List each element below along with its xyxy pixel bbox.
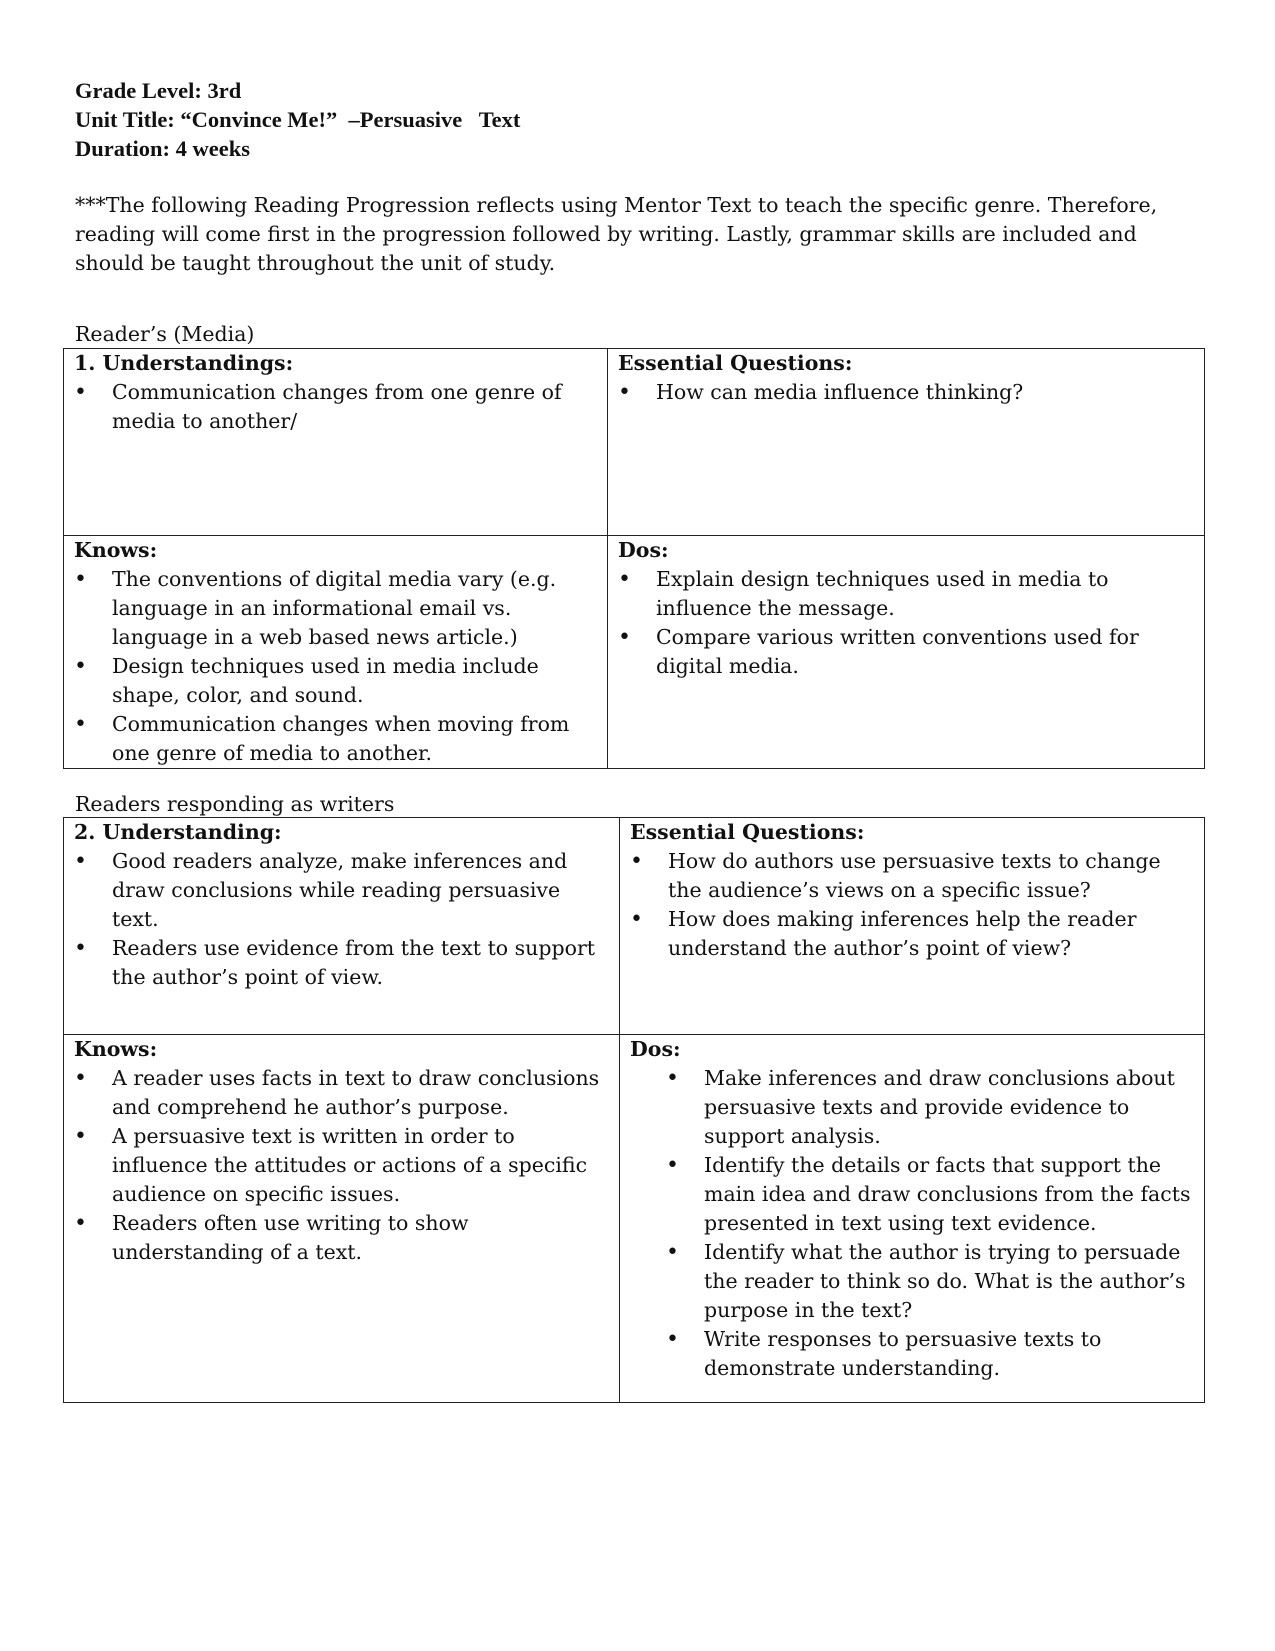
- section1-dos-cell: [608, 536, 1205, 769]
- bullet-item: • Good readers analyze, make inferences and draw conclusions while reading persuasive text.: [74, 847, 609, 934]
- grade-level: Grade Level: 3rd: [75, 78, 242, 103]
- section1-table: [63, 348, 1205, 769]
- bullet-item: • Readers often use writing to show understanding of a text.: [74, 1209, 609, 1267]
- bullet-item: • Identify the details or facts that support the main idea and draw conclusions from the facts presented in text using text evidence.: [630, 1151, 1194, 1238]
- section1-dos-title: Dos:: [618, 538, 669, 562]
- bullet-item: • The conventions of digital media vary (e.g. language in an informational email vs. language in a web based news article.): [74, 565, 597, 652]
- section2-knows-title: Knows:: [74, 1037, 158, 1061]
- section2-dos-cell: [620, 1035, 1205, 1403]
- section2-essential-list: [630, 847, 1194, 963]
- bullet-item: • A persuasive text is written in order to influence the attitudes or actions of a specific audience on specific issues.: [74, 1122, 609, 1209]
- section1-dos-list: [618, 565, 1194, 681]
- section2-understandings-cell: [64, 818, 620, 1035]
- bullet-item: • A reader uses facts in text to draw conclusions and comprehend he author’s purpose.: [74, 1064, 609, 1122]
- bullet-item: • Explain design techniques used in media to influence the message.: [618, 565, 1194, 623]
- section2-understandings-title: 2. Understanding:: [74, 820, 282, 844]
- section1-knows-cell: [64, 536, 608, 769]
- section2-dos-title: Dos:: [630, 1037, 681, 1061]
- section1-understandings-cell: [64, 349, 608, 536]
- bullet-item: • Write responses to persuasive texts to demonstrate understanding.: [630, 1325, 1194, 1383]
- bullet-item: • Identify what the author is trying to persuade the reader to think so do. What is the author’s purpose in the text?: [630, 1238, 1194, 1325]
- section1-knows-title: Knows:: [74, 538, 158, 562]
- unit-title: Unit Title: “Convince Me!” –Persuasive Text: [75, 107, 521, 132]
- section1-essential-cell: [608, 349, 1205, 536]
- bullet-item: • Communication changes from one genre of media to another/: [74, 378, 597, 436]
- section2-table: [63, 817, 1205, 1403]
- bullet-item: • How do authors use persuasive texts to change the audience’s views on a specific issue?: [630, 847, 1194, 905]
- section1-understandings-list: [74, 378, 597, 436]
- bullet-item: • Readers use evidence from the text to support the author’s point of view.: [74, 934, 609, 992]
- section2-dos-list: [630, 1064, 1194, 1383]
- section2-essential-title: Essential Questions:: [630, 820, 865, 844]
- duration: Duration: 4 weeks: [75, 136, 250, 161]
- section2-knows-cell: [64, 1035, 620, 1403]
- bullet-item: • How can media influence thinking?: [618, 378, 1194, 407]
- intro-paragraph: ***The following Reading Progression reflects using Mentor Text to teach the specific genre. Therefore, reading will come first in the progression followed by writing. Lastly, grammar skills are included and should be taught throughout the unit of study.: [75, 193, 1158, 275]
- bullet-item: • Design techniques used in media include shape, color, and sound.: [74, 652, 597, 710]
- bullet-item: • Compare various written conventions used for digital media.: [618, 623, 1194, 681]
- section2-understandings-list: [74, 847, 609, 992]
- section1-understandings-title: 1. Understandings:: [74, 351, 294, 375]
- bullet-item: • Communication changes when moving from one genre of media to another.: [74, 710, 597, 768]
- bullet-item: • How does making inferences help the reader understand the author’s point of view?: [630, 905, 1194, 963]
- section2-knows-list: [74, 1064, 609, 1267]
- section1-knows-list: [74, 565, 597, 768]
- document-header: [75, 76, 520, 163]
- section1-essential-list: [618, 378, 1194, 407]
- bullet-item: • Make inferences and draw conclusions about persuasive texts and provide evidence to support analysis.: [630, 1064, 1194, 1151]
- section2-essential-cell: [620, 818, 1205, 1035]
- section1-label: Reader’s (Media): [75, 322, 255, 346]
- section1-essential-title: Essential Questions:: [618, 351, 853, 375]
- section2-label: Readers responding as writers: [75, 792, 395, 816]
